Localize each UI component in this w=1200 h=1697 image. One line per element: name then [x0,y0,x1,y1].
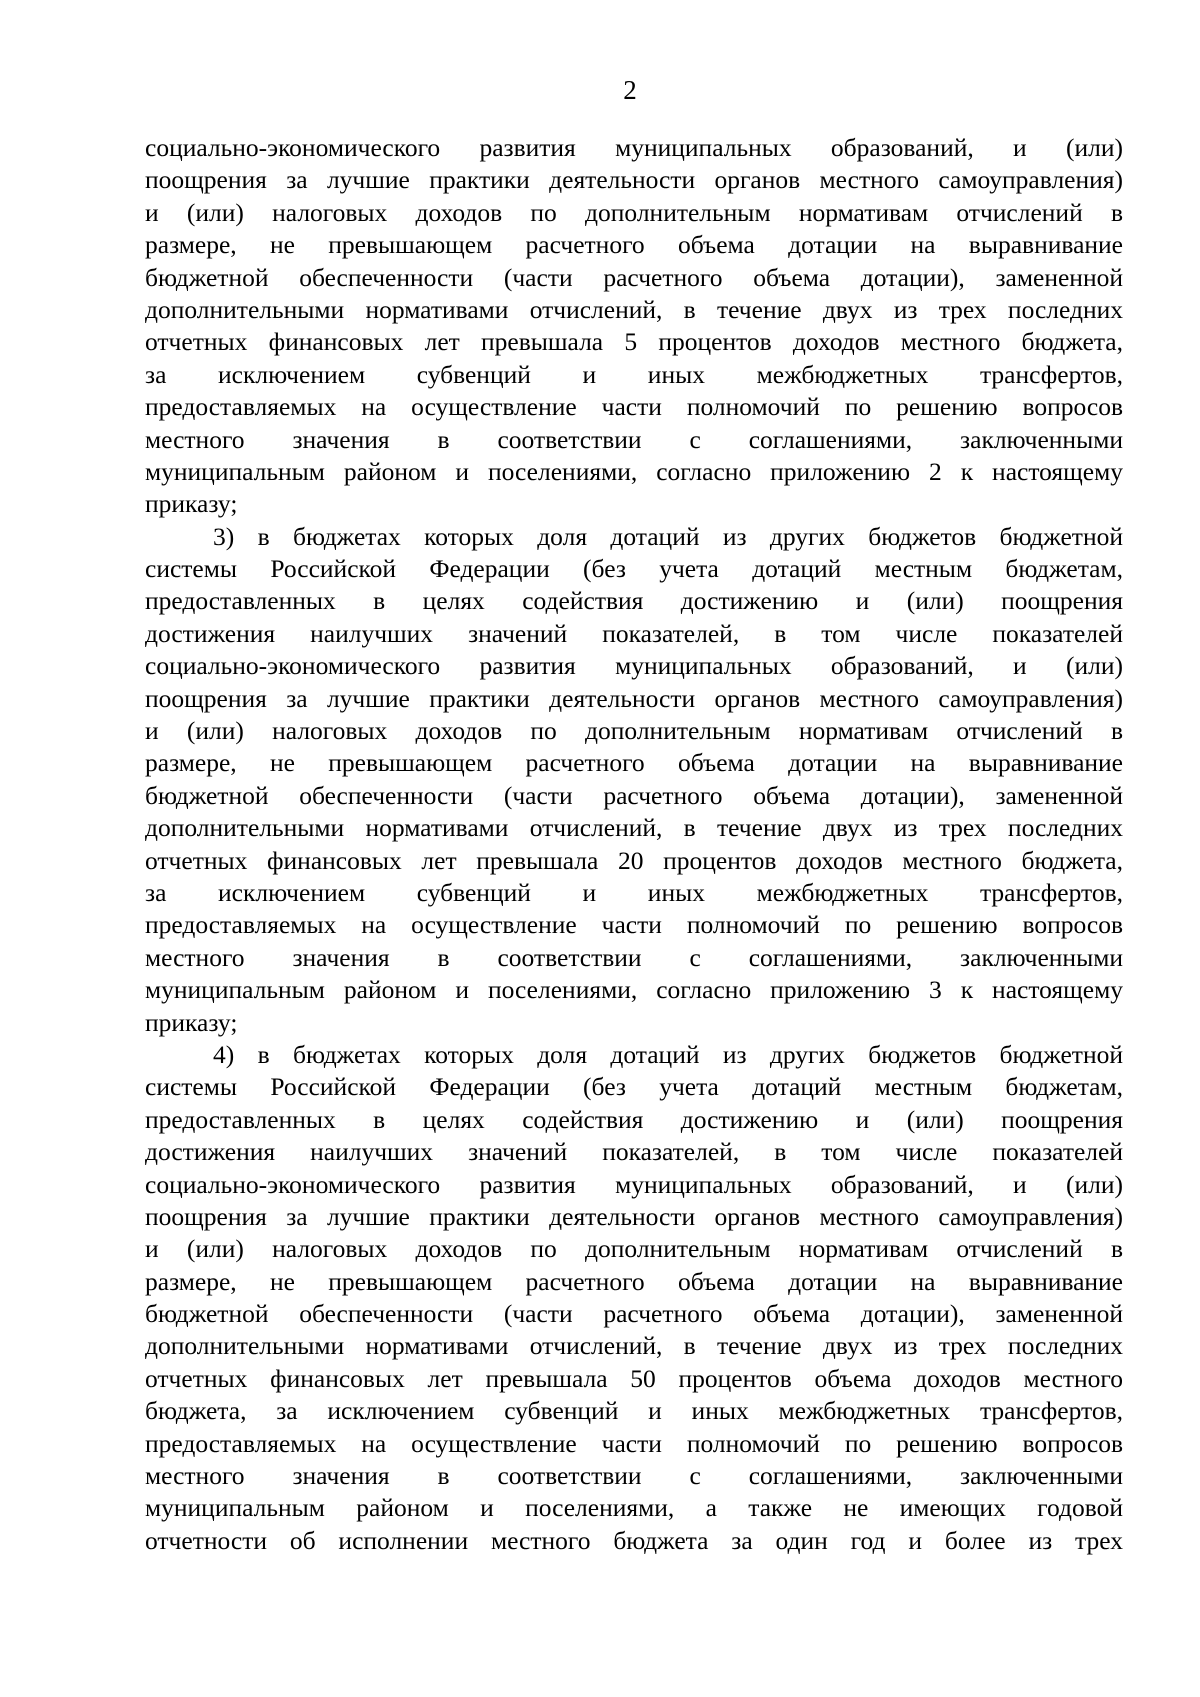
text-line: социально-экономического развития муниципальных образований, и (или) [145,1169,1123,1199]
text-line: и (или) налоговых доходов по дополнительным нормативам отчислений в [145,716,1123,746]
text-line: за исключением субвенций и иных межбюджетных трансфертов, [145,877,1123,907]
text-line: муниципальным районом и поселениями, согласно приложению 2 к настоящему [145,456,1123,486]
text-line: и (или) налоговых доходов по дополнительным нормативам отчислений в [145,1234,1123,1264]
text-line: предоставленных в целях содействия достижению и (или) поощрения [145,1104,1123,1134]
text-line: социально-экономического развития муниципальных образований, и (или) [145,651,1123,681]
text-line: размере, не превышающем расчетного объема дотации на выравнивание [145,748,1123,778]
text-line: достижения наилучших значений показателей, в том числе показателей [145,618,1123,648]
document-body [145,132,1123,1557]
text-line: дополнительными нормативами отчислений, в течение двух из трех последних [145,1331,1123,1361]
text-line: дополнительными нормативами отчислений, в течение двух из трех последних [145,294,1123,324]
text-line: отчетных финансовых лет превышала 5 процентов доходов местного бюджета, [145,327,1123,357]
text-line: приказу; [145,1007,238,1037]
text-line: поощрения за лучшие практики деятельности органов местного самоуправления) [145,165,1123,195]
text-line: бюджетной обеспеченности (части расчетного объема дотации), замененной [145,1299,1123,1329]
text-line: и (или) налоговых доходов по дополнительным нормативам отчислений в [145,197,1123,227]
text-line: местного значения в соответствии с соглашениями, заключенными [145,1461,1123,1491]
text-line: местного значения в соответствии с соглашениями, заключенными [145,942,1123,972]
text-line: бюджетной обеспеченности (части расчетного объема дотации), замененной [145,262,1123,292]
text-line: достижения наилучших значений показателей, в том числе показателей [145,1137,1123,1167]
text-line: отчетности об исполнении местного бюджета за один год и более из трех [145,1525,1123,1555]
paragraph-first-line: 3) в бюджетах которых доля дотаций из других бюджетов бюджетной [213,521,1123,551]
text-line: приказу; [145,489,238,519]
text-line: предоставляемых на осуществление части полномочий по решению вопросов [145,392,1123,422]
text-line: размере, не превышающем расчетного объема дотации на выравнивание [145,1266,1123,1296]
text-line: предоставляемых на осуществление части полномочий по решению вопросов [145,910,1123,940]
paragraph-first-line: 4) в бюджетах которых доля дотаций из других бюджетов бюджетной [213,1039,1123,1069]
text-line: предоставляемых на осуществление части полномочий по решению вопросов [145,1428,1123,1458]
text-line: бюджета, за исключением субвенций и иных межбюджетных трансфертов, [145,1396,1123,1426]
text-line: системы Российской Федерации (без учета дотаций местным бюджетам, [145,554,1123,584]
text-line: социально-экономического развития муниципальных образований, и (или) [145,133,1123,162]
text-line: за исключением субвенций и иных межбюджетных трансфертов, [145,359,1123,389]
text-line: предоставленных в целях содействия достижению и (или) поощрения [145,586,1123,616]
text-line: бюджетной обеспеченности (части расчетного объема дотации), замененной [145,780,1123,810]
text-line: местного значения в соответствии с соглашениями, заключенными [145,424,1123,454]
text-line: муниципальным районом и поселениями, согласно приложению 3 к настоящему [145,975,1123,1005]
text-line: дополнительными нормативами отчислений, в течение двух из трех последних [145,813,1123,843]
text-line: системы Российской Федерации (без учета дотаций местным бюджетам, [145,1072,1123,1102]
text-line: муниципальным районом и поселениями, а также не имеющих годовой [145,1493,1123,1523]
page-number: 2 [623,75,637,105]
text-line: отчетных финансовых лет превышала 20 процентов доходов местного бюджета, [145,845,1123,875]
text-line: поощрения за лучшие практики деятельности органов местного самоуправления) [145,1201,1123,1231]
text-line: поощрения за лучшие практики деятельности органов местного самоуправления) [145,683,1123,713]
text-line: размере, не превышающем расчетного объема дотации на выравнивание [145,230,1123,260]
text-line: отчетных финансовых лет превышала 50 процентов объема доходов местного [145,1363,1123,1393]
